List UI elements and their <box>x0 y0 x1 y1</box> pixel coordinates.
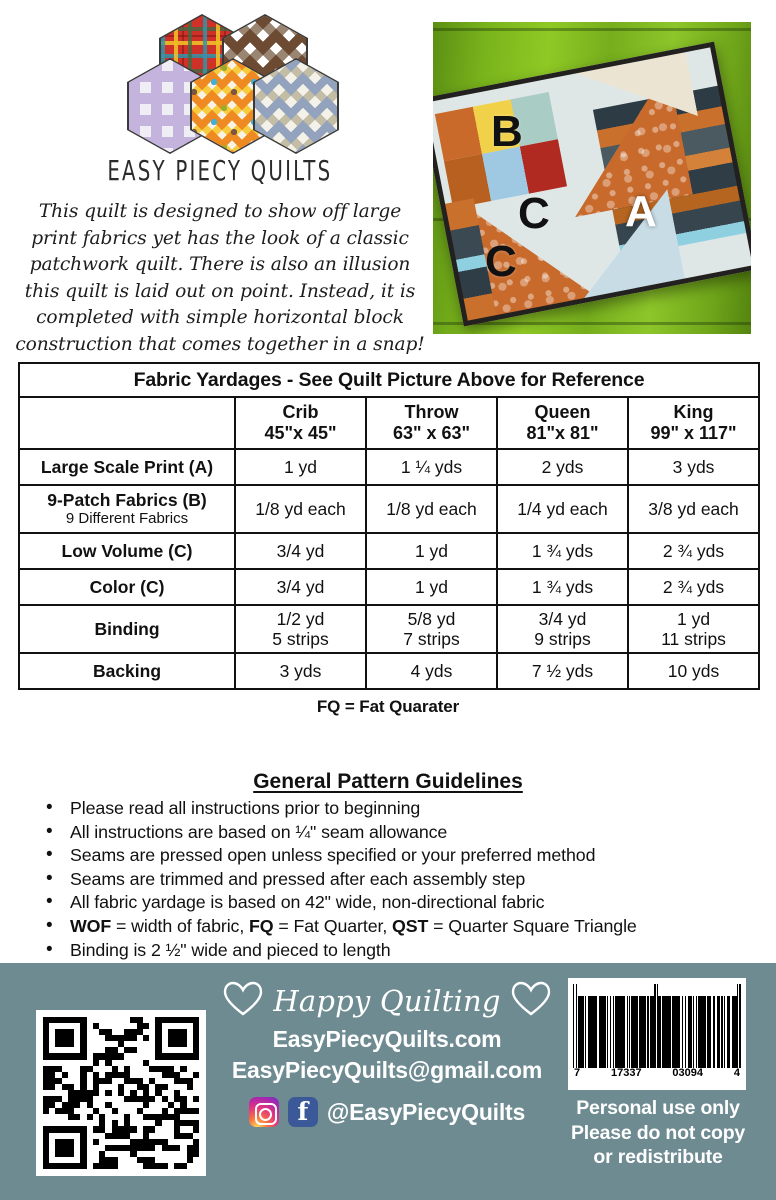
table-cell: 3/8 yd each <box>628 485 759 533</box>
table-cell: 1 ¾ yds <box>497 533 628 569</box>
quilt-photo <box>433 22 751 334</box>
barcode-digits <box>573 1067 741 1079</box>
list-item: • Seams are pressed open unless specified or your preferred method <box>44 844 758 868</box>
qr-code-grid <box>43 1017 199 1169</box>
copyright-notice <box>568 1096 748 1170</box>
facebook-glyph: f <box>297 1097 309 1126</box>
photo-label-a: A <box>625 187 657 236</box>
table-cell: 5/8 yd 7 strips <box>366 605 497 653</box>
website-link[interactable]: EasyPiecyQuilts.com <box>272 1026 502 1052</box>
list-item: • Seams are trimmed and pressed after each assembly step <box>44 868 758 892</box>
table-cell: 4 yds <box>366 653 497 689</box>
barcode-group-2: 03094 <box>672 1067 703 1079</box>
column-size-king: 99" x 117" <box>650 423 737 443</box>
table-row <box>19 653 759 689</box>
photo-label-c2: C <box>485 237 517 286</box>
copyright-line-3: or redistribute <box>593 1146 723 1168</box>
barcode <box>568 978 746 1090</box>
column-header-throw <box>366 397 497 449</box>
row-label-backing: Backing <box>19 653 235 689</box>
barcode-digit-left: 7 <box>574 1067 581 1079</box>
barcode-group-1: 17337 <box>610 1067 642 1079</box>
intro-paragraph: This quilt is designed to show off large print fabrics yet has the look of a classic patchwork quilt. There is also an illusion this quilt is laid out on point. Instead, it is completed with simple horizontal block construction that comes together in a snap! <box>15 201 425 355</box>
instagram-icon[interactable] <box>249 1097 279 1127</box>
row-label-9-patch-fabrics: 9-Patch Fabrics (B) 9 Different Fabrics <box>19 485 235 533</box>
table-cell: 1/8 yd each <box>235 485 366 533</box>
table-title-row <box>19 363 759 397</box>
table-cell: 7 ½ yds <box>497 653 628 689</box>
row-label-large-scale-print: Large Scale Print (A) <box>19 449 235 485</box>
list-item: • Please read all instructions prior to beginning <box>44 797 758 821</box>
list-item: • All instructions are based on ¼" seam allowance <box>44 821 758 845</box>
table-cell: 1 ¾ yds <box>497 569 628 605</box>
heart-icon-right <box>511 981 551 1022</box>
footer-contact-block <box>214 978 560 1127</box>
table-cell: 1 yd <box>366 533 497 569</box>
table-cell: 3/4 yd 9 strips <box>497 605 628 653</box>
table-cell: 1/2 yd 5 strips <box>235 605 366 653</box>
column-header-crib <box>235 397 366 449</box>
column-size-crib: 45"x 45" <box>264 423 337 443</box>
qr-code[interactable] <box>36 1010 206 1176</box>
table-row <box>19 569 759 605</box>
column-name-queen: Queen <box>534 402 591 422</box>
table-cell: 2 ¾ yds <box>628 569 759 605</box>
table-title: Fabric Yardages - See Quilt Picture Above for Reference <box>19 363 759 397</box>
column-name-crib: Crib <box>282 402 319 422</box>
column-header-queen <box>497 397 628 449</box>
column-size-throw: 63" x 63" <box>392 423 471 443</box>
barcode-area <box>568 978 748 1170</box>
table-row <box>19 449 759 485</box>
table-cell: 1 yd <box>366 569 497 605</box>
social-handle[interactable]: @EasyPiecyQuilts <box>326 1098 526 1125</box>
table-cell: 1/4 yd each <box>497 485 628 533</box>
fabric-yardage-table-wrap <box>18 362 758 717</box>
logo-wordmark: EASY PIECY QUILTS <box>107 154 333 187</box>
table-cell: 1 yd <box>235 449 366 485</box>
list-item: • Binding is 2 ½" wide and pieced to length <box>44 939 758 963</box>
table-cell: 1/8 yd each <box>366 485 497 533</box>
table-cell: 2 yds <box>497 449 628 485</box>
email-link[interactable]: EasyPiecyQuilts@gmail.com <box>231 1057 543 1083</box>
brand-block <box>8 14 432 358</box>
table-cell: 3/4 yd <box>235 569 366 605</box>
table-cell: 1 ¼ yds <box>366 449 497 485</box>
row-label-color: Color (C) <box>19 569 235 605</box>
general-pattern-guidelines <box>18 770 758 962</box>
fabric-yardage-table <box>18 362 760 690</box>
table-cell: 3 yds <box>235 653 366 689</box>
row-label-binding: Binding <box>19 605 235 653</box>
copyright-line-2: Please do not copy <box>570 1121 746 1144</box>
facebook-icon[interactable] <box>288 1097 318 1127</box>
guidelines-title: General Pattern Guidelines <box>253 770 523 793</box>
table-cell: 3 yds <box>628 449 759 485</box>
table-cell: 2 ¾ yds <box>628 533 759 569</box>
table-footnote: FQ = Fat Quarater <box>316 697 460 716</box>
table-row <box>19 605 759 653</box>
column-header-king <box>628 397 759 449</box>
header-section <box>0 0 776 355</box>
barcode-bars <box>573 984 741 1068</box>
barcode-digit-right: 4 <box>733 1067 740 1079</box>
column-name-throw: Throw <box>404 402 459 422</box>
guidelines-list <box>18 797 758 962</box>
table-cell: 3/4 yd <box>235 533 366 569</box>
social-row <box>214 1097 560 1127</box>
row-label-low-volume: Low Volume (C) <box>19 533 235 569</box>
table-cell: 1 yd 11 strips <box>628 605 759 653</box>
row-sublabel-9-patch: 9 Different Fabrics <box>65 510 189 527</box>
table-row <box>19 533 759 569</box>
table-row <box>19 485 759 533</box>
heart-icon-left <box>223 981 263 1022</box>
list-item: • All fabric yardage is based on 42" wide, non-directional fabric <box>44 891 758 915</box>
easy-piecy-quilts-logo <box>116 14 328 154</box>
copyright-line-1: Personal use only <box>576 1097 740 1119</box>
happy-quilting-line <box>214 978 560 1024</box>
photo-label-b: B <box>491 107 523 156</box>
photo-label-c1: C <box>518 189 550 238</box>
table-cell: 10 yds <box>628 653 759 689</box>
table-corner-cell <box>19 397 235 449</box>
column-name-king: King <box>673 402 714 422</box>
column-size-queen: 81"x 81" <box>526 423 599 443</box>
happy-quilting-text: Happy Quilting <box>273 984 501 1018</box>
table-header-row <box>19 397 759 449</box>
list-item: • WOF = width of fabric, FQ = Fat Quarter, QST = Quarter Square Triangle <box>44 915 758 939</box>
